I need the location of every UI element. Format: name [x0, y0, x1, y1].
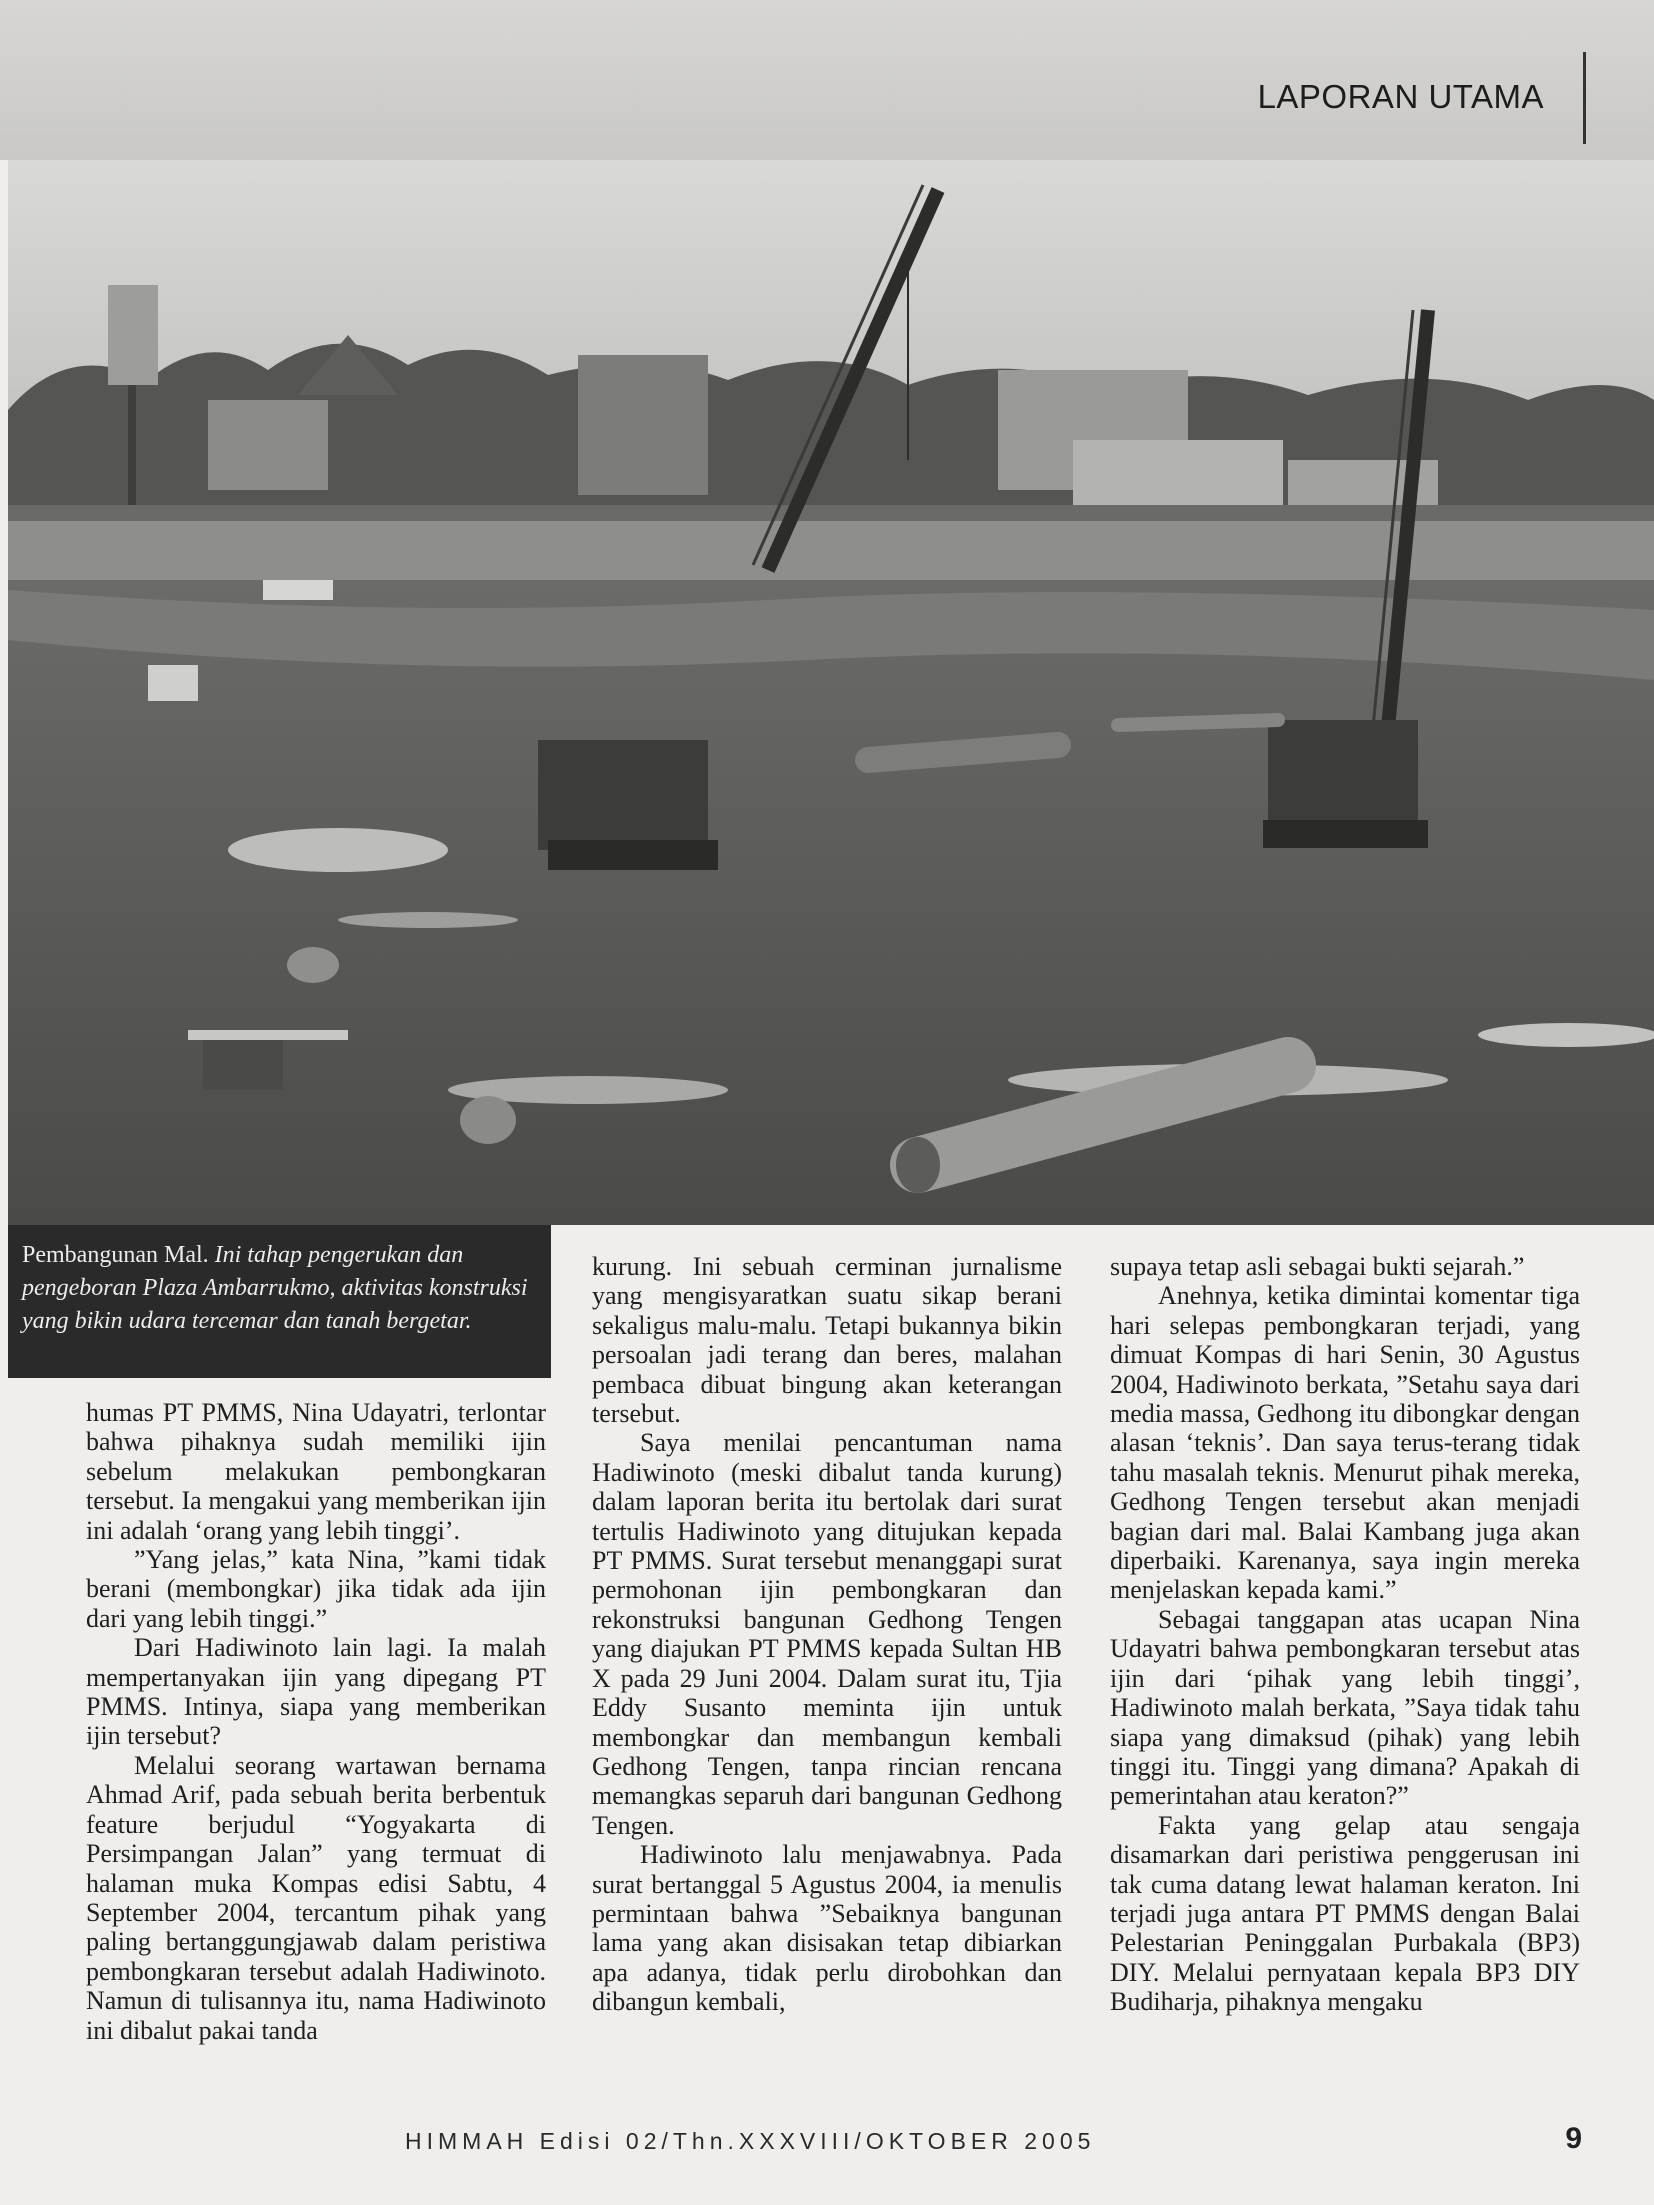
- caption-body: Ini tahap pengerukan dan pengeboran Plaza Ambarrukmo, aktivitas konstruksi yang bikin udara tercemar dan tanah bergetar.: [22, 1242, 528, 1334]
- article-column-3: [1110, 1252, 1580, 2017]
- page-number: 9: [1565, 2122, 1582, 2155]
- paragraph: Saya menilai pencantuman nama Hadiwinoto (meski dibalut tanda kurung) dalam laporan berita itu bertolak dari surat tertulis Hadiwinoto yang ditujukan kepada PT PMMS. Surat tersebut menanggapi surat permohonan ijin pembongkaran dan rekonstruksi bangunan Gedhong Tengen yang diajukan PT PMMS kepada Sultan HB X pada 29 Juni 2004. Dalam surat itu, Tjia Eddy Susanto meminta ijin untuk membongkar dan membangun kembali Gedhong Tengen, tanpa rincian rencana memangkas separuh dari bangunan Gedhong Tengen.: [592, 1428, 1062, 1840]
- paragraph: Sebagai tanggapan atas ucapan Nina Udayatri bahwa pembongkaran tersebut atas ijin dari ‘pihak yang lebih tinggi’, Hadiwinoto malah berkata, ”Saya tidak tahu siapa yang dimaksud (pihak) yang lebih tinggi itu. Tinggi yang dimana? Apakah di pemerintahan atau keraton?”: [1110, 1604, 1580, 1811]
- paragraph: Melalui seorang wartawan bernama Ahmad Arif, pada sebuah berita berbentuk feature berjudul “Yogyakarta di Persimpangan Jalan” yang termuat di halaman muka Kompas edisi Sabtu, 4 September 2004, tercantum pihak yang paling bertanggungjawab dalam peristiwa pembongkaran tersebut adalah Hadiwinoto. Namun di tulisannya itu, nama Hadiwinoto ini dibalut pakai tanda: [86, 1750, 546, 2045]
- article-column-1: [86, 1398, 546, 2045]
- paragraph: kurung. Ini sebuah cerminan jurnalisme yang mengisyaratkan suatu sikap berani sekaligus malu-malu. Tetapi bukannya bikin persoalan jadi terang dan beres, malahan pembaca dibuat bingung akan keterangan tersebut.: [592, 1252, 1062, 1429]
- article-column-2: [592, 1252, 1062, 2017]
- paragraph: Dari Hadiwinoto lain lagi. Ia malah mempertanyakan ijin yang dipegang PT PMMS. Intinya, siapa yang memberikan ijin tersebut?: [86, 1633, 546, 1751]
- publication-info: HIMMAH Edisi 02/Thn.XXXVIII/OKTOBER 2005: [405, 2128, 1096, 2154]
- paragraph: supaya tetap asli sebagai bukti sejarah.”: [1110, 1252, 1525, 1281]
- header-divider: [1583, 52, 1586, 144]
- caption-lead: Pembangunan Mal.: [22, 1242, 209, 1268]
- paragraph: Fakta yang gelap atau sengaja disamarkan dari peristiwa penggerusan ini tak cuma datang lewat halaman keraton. Ini terjadi juga antara PT PMMS dengan Balai Pelestarian Peninggalan Purbakala (BP3) DIY. Melalui pernyataan kepala BP3 DIY Budiharja, pihaknya mengaku: [1110, 1810, 1580, 2017]
- section-label: LAPORAN UTAMA: [1257, 78, 1544, 115]
- paragraph: Anehnya, ketika dimintai komentar tiga hari selepas pembongkaran terjadi, yang dimuat Kompas di hari Senin, 30 Agustus 2004, Hadiwinoto berkata, ”Setahu saya dari media massa, Gedhong itu dibongkar dengan alasan ‘teknis’. Dan saya terus-terang tidak tahu masalah teknis. Menurut pihak mereka, Gedhong Tengen tersebut akan menjadi bagian dari mal. Balai Kambang juga akan diperbaiki. Karenanya, saya ingin mereka menjelaskan kepada kami.”: [1110, 1281, 1580, 1605]
- paragraph: Hadiwinoto lalu menjawabnya. Pada surat bertanggal 5 Agustus 2004, ia menulis permintaan bahwa ”Sebaiknya bangunan lama yang akan disisakan tetap dibiarkan apa adanya, tidak perlu dirobohkan dan dibangun kembali,: [592, 1840, 1062, 2017]
- paragraph: humas PT PMMS, Nina Udayatri, terlontar bahwa pihaknya sudah memiliki ijin sebelum melakukan pembongkaran tersebut. Ia mengakui yang memberikan ijin ini adalah ‘orang yang lebih tinggi’.: [86, 1398, 546, 1545]
- page-footer: [0, 2122, 1654, 2172]
- paragraph: ”Yang jelas,” kata Nina, ”kami tidak berani (membongkar) jika tidak ada ijin dari yang lebih tinggi.”: [86, 1545, 546, 1633]
- photo-caption: [8, 1225, 551, 1378]
- construction-photo: [8, 160, 1654, 1225]
